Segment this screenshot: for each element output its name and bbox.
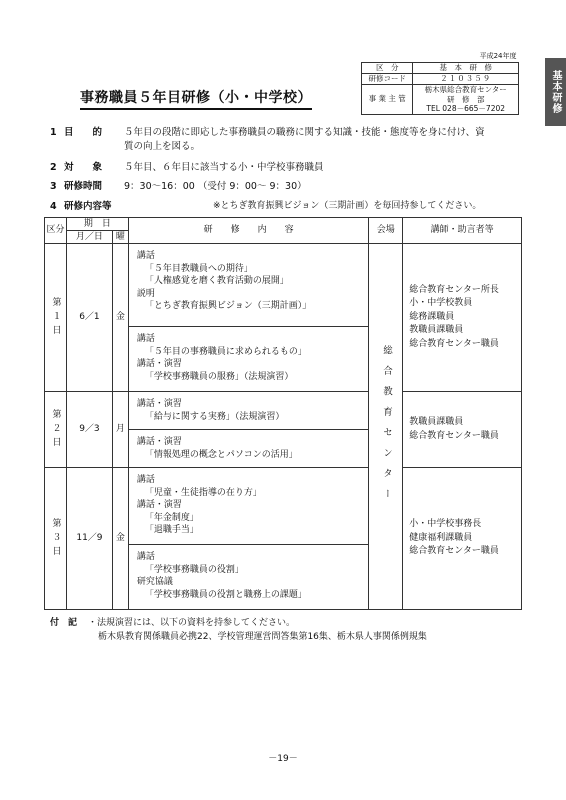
table-row (45, 392, 522, 430)
schedule-table (44, 217, 522, 610)
info-label: 事 業 主 管 (362, 85, 413, 115)
content-block (128, 392, 368, 430)
content-line: 講話 (136, 475, 155, 485)
lecturer-line: 総合教育センター所長 (409, 284, 499, 295)
note-line-1: ・法規演習には、以下の資料を持参してください。 (88, 618, 296, 628)
lecturer-line: 教職員課職員 (409, 325, 464, 336)
section-number: 4 (50, 201, 57, 212)
header-venue: 会場 (369, 218, 403, 244)
day-label: 第２日 (45, 392, 67, 468)
content-line: 講話・演習 (136, 437, 182, 447)
side-tab: 基本研修 (545, 58, 566, 126)
lecturer-line: 小・中学校事務長 (409, 519, 482, 530)
section-number: 3 (50, 181, 57, 192)
purpose-line-1: ５年目の段階に即応した事務職員の職務に関する知識・技能・態度等を身に付け、資 (124, 127, 485, 138)
table-row (45, 468, 522, 545)
section-number: 1 (50, 127, 57, 138)
time-text: 9：30～16：00 （受付 9：00～ 9：30） (124, 181, 307, 192)
note-line-2: 栃木県教育関係職員必携22、学校管理運営問答集第16集、栃木県人事関係例規集 (98, 632, 427, 642)
day-date: 6／1 (66, 244, 112, 392)
content-line: 「学校事務職員の服務」（法規演習） (144, 371, 294, 382)
header-kubun: 区分 (45, 218, 67, 244)
content-line: 「学校事務職員の役割と職務上の課題」 (144, 589, 307, 600)
day-label: 第３日 (45, 468, 67, 610)
content-line: 「学校事務職員の役割」 (144, 564, 244, 575)
content-line: 講話 (136, 251, 155, 261)
lecturer-cell (403, 244, 522, 392)
page-number: －19－ (268, 754, 298, 764)
section-time (50, 180, 520, 194)
content-block (128, 430, 368, 468)
content-line: 説明 (136, 288, 155, 299)
header-content: 研 修 内 容 (128, 218, 368, 244)
content-line: 研究協議 (136, 577, 173, 587)
page-title: 事務職員５年目研修（小・中学校） (80, 87, 312, 110)
content-line: 「児童・生徒指導の在り方」 (144, 487, 262, 498)
day-dow: 金 (112, 244, 128, 392)
day-dow: 金 (112, 468, 128, 610)
header-lecturer: 講師・助言者等 (403, 218, 522, 244)
content-block (128, 244, 368, 327)
lecturer-line: 総務課職員 (409, 311, 455, 322)
info-label: 研修コード (362, 74, 413, 85)
day-dow: 月 (112, 392, 128, 468)
lecturer-line: 教職員課職員 (409, 417, 464, 427)
target-text: ５年目、６年目に該当する小・中学校事務職員 (124, 162, 324, 173)
section-purpose (50, 126, 520, 154)
info-value: 基 本 研 修 (413, 63, 519, 74)
content-block (128, 468, 368, 545)
info-label: 区 分 (362, 63, 413, 74)
section-content (50, 200, 520, 214)
content-line: 「人権感覚を磨く教育活動の展開」 (144, 276, 289, 286)
content-line: 講話・演習 (136, 500, 182, 510)
content-line: 講話・演習 (136, 399, 182, 409)
lecturer-line: 総合教育センター職員 (409, 546, 499, 557)
purpose-line-2: 質の向上を図る。 (124, 141, 201, 152)
lecturer-line: 総合教育センター職員 (409, 430, 499, 441)
content-line: 「５年目教職員への期待」 (144, 263, 253, 274)
content-line: 「とちぎ教育振興ビジョン（三期計画）」 (144, 301, 312, 311)
section-key: 目 的 (64, 127, 103, 138)
section-key: 対 象 (64, 162, 103, 173)
section-key: 研修時間 (64, 181, 103, 192)
content-note: ※とちぎ教育振興ビジョン（三期計画）を毎回持参してください。 (213, 201, 482, 211)
content-line: 講話・演習 (136, 359, 182, 369)
content-line: 講話 (136, 334, 155, 344)
day-date: 11／9 (66, 468, 112, 610)
lecturer-cell (403, 468, 522, 610)
info-value: 栃木県総合教育センター 研 修 部 TEL 028－665－7202 (413, 85, 519, 115)
day-label: 第１日 (45, 244, 67, 392)
content-line: 「情報処理の概念とパソコンの活用」 (144, 449, 298, 460)
venue-cell: 総合教育センター (369, 244, 403, 610)
info-box (361, 51, 519, 115)
content-line: 「年金制度」 (144, 512, 199, 523)
lecturer-cell (403, 392, 522, 468)
lecturer-line: 健康福利課職員 (409, 532, 473, 543)
lecturer-line: 総合教育センター職員 (409, 338, 499, 349)
note-label: 付 記 (50, 618, 78, 628)
section-target (50, 161, 520, 175)
header-kijitsu: 期 日 (66, 218, 128, 231)
table-row (45, 244, 522, 327)
header-date: 月／日 (66, 231, 112, 244)
header-dow: 曜 (112, 231, 128, 244)
content-line: 「５年目の事務職員に求められるもの」 (144, 346, 307, 357)
section-key: 研修内容等 (64, 201, 112, 212)
content-line: 「退職手当」 (144, 525, 199, 535)
section-number: 2 (50, 162, 57, 173)
content-block (128, 327, 368, 392)
lecturer-line: 小・中学校教員 (409, 298, 473, 309)
content-block (128, 545, 368, 610)
content-line: 講話 (136, 552, 155, 562)
day-date: 9／3 (66, 392, 112, 468)
content-line: 「給与に関する実務」（法規演習） (144, 411, 285, 422)
fiscal-year: 平成24年度 (479, 52, 517, 60)
info-value: ２１０３５９ (413, 74, 519, 85)
